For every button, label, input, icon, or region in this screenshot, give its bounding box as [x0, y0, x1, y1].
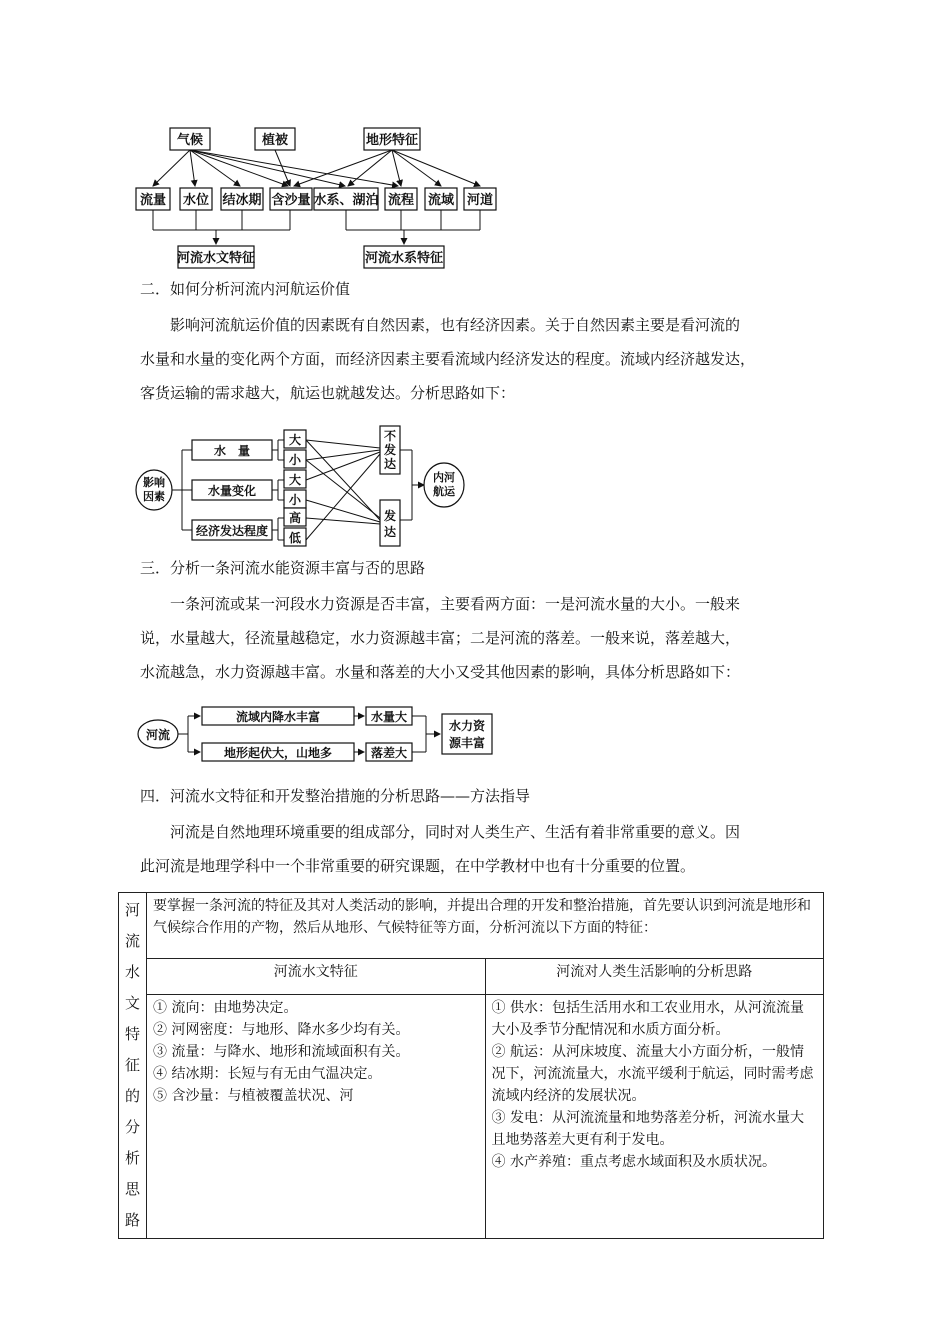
section4-heading: 四．河流水文特征和开发整治措施的分析思路——方法指导 [140, 787, 531, 805]
left-item-density: ② 河网密度：与地形、降水多少均有关。 [153, 1022, 410, 1039]
left-item-sediment: ⑤ 含沙量：与植被覆盖状况、河 [153, 1088, 354, 1105]
side-char: 征 [125, 1056, 141, 1074]
table-header-left: 河流水文特征 [147, 958, 485, 994]
diagram3-result-2: 源丰富 [448, 736, 486, 750]
diagram1-top-vegetation: 植被 [261, 133, 289, 148]
left-item-direction: ① 流向：由地势决定。 [153, 1000, 298, 1017]
side-char: 水 [125, 963, 141, 981]
diagram1-mid-freeze: 结冰期 [222, 193, 262, 208]
diagram2-target-2: 航运 [433, 485, 455, 498]
right-item-water-supply: ① 供水：包括生活用水和工农业用水，从河流流量大小及季节分配情况和水质方面分析。 [491, 1000, 804, 1039]
section2-line-3: 客货运输的需求越大，航运也就越发达。分析思路如下： [140, 384, 516, 402]
section3-line-2: 说，水量越大，径流量越稳定，水力资源越丰富；二是河流的落差。一般来说，落差越大， [140, 629, 741, 647]
side-char: 的 [125, 1087, 141, 1105]
diagram1-mid-system: 水系、湖泊 [313, 193, 379, 208]
diagram1-mid-level: 水位 [182, 193, 210, 208]
right-item-aquaculture: ④ 水产养殖：重点考虑水域面积及水质状况。 [491, 1154, 776, 1171]
diagram1-bottom-hydrology: 河流水文特征 [176, 251, 256, 266]
section2-paragraph [140, 308, 820, 410]
diagram2-level-6: 低 [288, 531, 302, 545]
section3-heading: 三．分析一条河流水能资源丰富与否的思路 [140, 559, 426, 577]
section2-line-2: 水量和水量的变化两个方面，而经济因素主要看流域内经济发达的程度。流域内经济越发达， [140, 350, 756, 368]
diagram3-effect-water: 水量大 [370, 710, 408, 724]
diagram2-level-2: 小 [288, 453, 302, 467]
table-left-cell [147, 995, 485, 1239]
diagram3-effect-drop: 落差大 [370, 746, 408, 760]
hydropower-diagram [0, 702, 950, 772]
diagram1-bottom-system: 河流水系特征 [364, 251, 444, 266]
diagram3-source: 河流 [145, 728, 171, 742]
side-char: 思 [125, 1180, 141, 1198]
diagram1-top-terrain: 地形特征 [365, 133, 419, 148]
side-char: 分 [125, 1118, 141, 1136]
table-intro: 要掌握一条河流的特征及其对人类活动的影响，并提出合理的开发和整治措施，首先要认识到河流是地形和气候综合作用的产物，然后从地形、气候特征等方面，分析河流以下方面的特征： [147, 893, 824, 959]
diagram2-target: 内河 [433, 471, 455, 484]
diagram2-factor-change: 水量变化 [207, 484, 257, 498]
diagram2-level-1: 大 [288, 433, 302, 447]
side-char: 特 [125, 1025, 141, 1043]
section2-line-1: 影响河流航运价值的因素既有自然因素，也有经济因素。关于自然因素主要是看河流的 [170, 316, 741, 334]
diagram3-result: 水力资 [448, 719, 486, 733]
diagram1-mid-sediment: 含沙量 [271, 193, 311, 208]
diagram2-factor-water: 水 量 [213, 444, 251, 458]
table-header-right: 河流对人类生活影响的分析思路 [485, 958, 824, 994]
side-char: 河 [125, 901, 141, 919]
diagram1-top-climate: 气候 [176, 133, 204, 148]
diagram2-result-developed-2: 达 [383, 525, 397, 539]
left-item-freeze: ④ 结冰期：长短与有无由气温决定。 [153, 1066, 382, 1083]
diagram2-factor-economy: 经济发达程度 [195, 524, 269, 538]
analysis-table [118, 892, 824, 1239]
diagram1-mid-length: 流程 [387, 193, 415, 208]
diagram1-mid-flow: 流量 [139, 193, 167, 208]
section4-line-1: 河流是自然地理环境重要的组成部分，同时对人类生产、生活有着非常重要的意义。因 [170, 823, 741, 841]
right-item-navigation: ② 航运：从河床坡度、流量大小方面分析，一般情况下，河流流量大，水流平缓利于航运，同时需考虑流域内经济的发展状况。 [491, 1044, 814, 1105]
table-side-label [119, 893, 147, 1239]
section4-line-2: 此河流是地理学科中一个非常重要的研究课题，在中学教材中也有十分重要的位置。 [140, 857, 696, 875]
left-item-flow: ③ 流量：与降水、地形和流域面积有关。 [153, 1044, 410, 1061]
diagram2-level-3: 大 [288, 473, 302, 487]
table-right-cell [485, 995, 824, 1239]
diagram2-result-undeveloped-2: 发 [383, 443, 397, 457]
diagram2-source-2: 因素 [143, 490, 165, 503]
diagram2-level-5: 高 [288, 511, 302, 525]
side-char: 路 [125, 1211, 141, 1229]
diagram2-result-developed: 发 [383, 509, 397, 523]
diagram1-mid-basin: 流域 [427, 193, 455, 208]
side-char: 文 [125, 994, 141, 1012]
side-char: 析 [125, 1149, 141, 1167]
section3-paragraph [140, 587, 820, 689]
diagram3-cause-rain: 流域内降水丰富 [235, 710, 321, 724]
side-char: 流 [125, 932, 141, 950]
section3-line-3: 水流越急，水力资源越丰富。水量和落差的大小又受其他因素的影响，具体分析思路如下： [140, 663, 741, 681]
navigation-value-diagram [0, 420, 950, 560]
diagram3-cause-terrain: 地形起伏大，山地多 [223, 746, 333, 760]
section4-paragraph [140, 815, 820, 883]
section2-heading: 二．如何分析河流内河航运价值 [140, 280, 351, 298]
diagram1-mid-channel: 河道 [466, 193, 494, 208]
section3-line-1: 一条河流或某一河段水力资源是否丰富，主要看两方面：一是河流水量的大小。一般来 [170, 595, 741, 613]
diagram2-result-undeveloped-3: 达 [383, 457, 397, 471]
diagram2-source: 影响 [143, 476, 165, 489]
diagram2-level-4: 小 [288, 493, 302, 507]
diagram2-result-undeveloped: 不 [383, 429, 397, 443]
hydrology-features-diagram [0, 0, 950, 280]
right-item-power: ③ 发电：从河流流量和地势落差分析，河流水量大且地势落差大更有利于发电。 [491, 1110, 804, 1149]
